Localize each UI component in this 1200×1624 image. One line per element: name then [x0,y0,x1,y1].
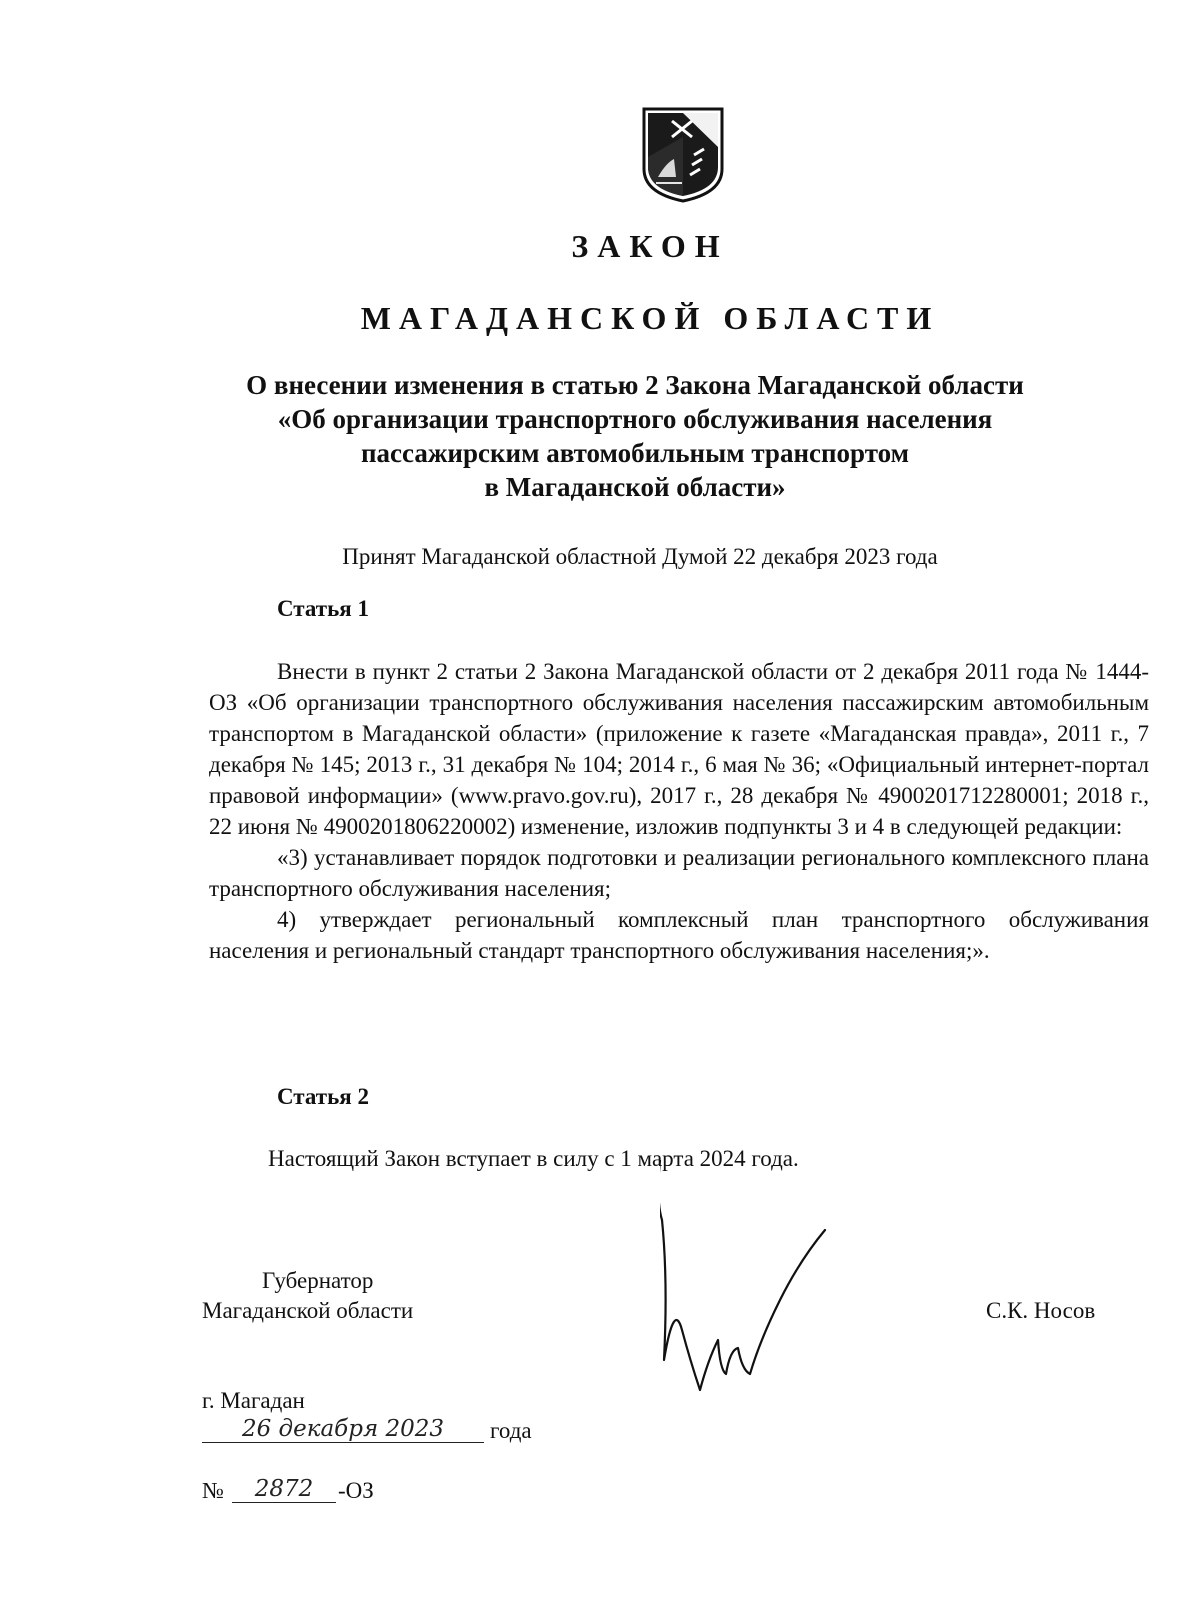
footer-city: г. Магадан [202,1388,305,1413]
signatory-position-line-1: Губернатор [262,1268,374,1293]
article-1-paragraph: «3) устанавливает порядок подготовки и реализации регионального комплексного плана транспортного обслуживания населения; [209,845,1149,901]
subject-line: О внесении изменения в статью 2 Закона Магаданской области [246,370,1024,400]
footer-date-suffix: года [490,1418,532,1443]
signatory-name: С.К. Носов [986,1298,1096,1323]
law-subject [0,368,1200,504]
article-1-paragraph: Внести в пункт 2 статьи 2 Закона Магаданской области от 2 декабря 2011 года № 1444-ОЗ «Об организации транспортного обслуживания населения пассажирским автомобильным транспортом в Магаданской области» (приложение к газете «Магаданская правда», 2011 г., 7 декабря № 145; 2013 г., 31 декабря № 104; 2014 г., 6 мая № 36; «Официальный интернет-портал правовой информации» (www.pravo.gov.ru), 2017 г., 28 декабря № 4900201712280001; 2018 г., 22 июня № 4900201806220002) изменение, изложив подпункты 3 и 4 в следующей редакции: [209,659,1149,839]
subject-line: «Об организации транспортного обслуживания населения [277,404,993,434]
footer-number-prefix: № [202,1478,224,1503]
signatory-position-line-2: Магаданской области [202,1298,414,1323]
article-1-heading: Статья 1 [277,596,369,621]
footer-date-handwritten: 26 декабря 2023 [202,1416,484,1443]
subject-line: в Магаданской области» [484,472,786,502]
article-1-body [209,656,1149,966]
law-title: ЗАКОН [571,228,729,264]
footer-number-suffix: -ОЗ [338,1478,374,1503]
region-title: МАГАДАНСКОЙ ОБЛАСТИ [360,300,940,336]
article-2-text: Настоящий Закон вступает в силу с 1 марта 2024 года. [268,1146,799,1171]
coat-of-arms-emblem [642,107,724,203]
governor-signature [660,1160,830,1400]
subject-line: пассажирским автомобильным транспортом [361,438,909,468]
adoption-note: Принят Магаданской областной Думой 22 декабря 2023 года [342,544,938,569]
footer-number-handwritten: 2872 [232,1476,336,1503]
article-2-heading: Статья 2 [277,1084,369,1109]
article-1-paragraph: 4) утверждает региональный комплексный план транспортного обслуживания населения и региональный стандарт транспортного обслуживания населения;». [209,907,1149,963]
